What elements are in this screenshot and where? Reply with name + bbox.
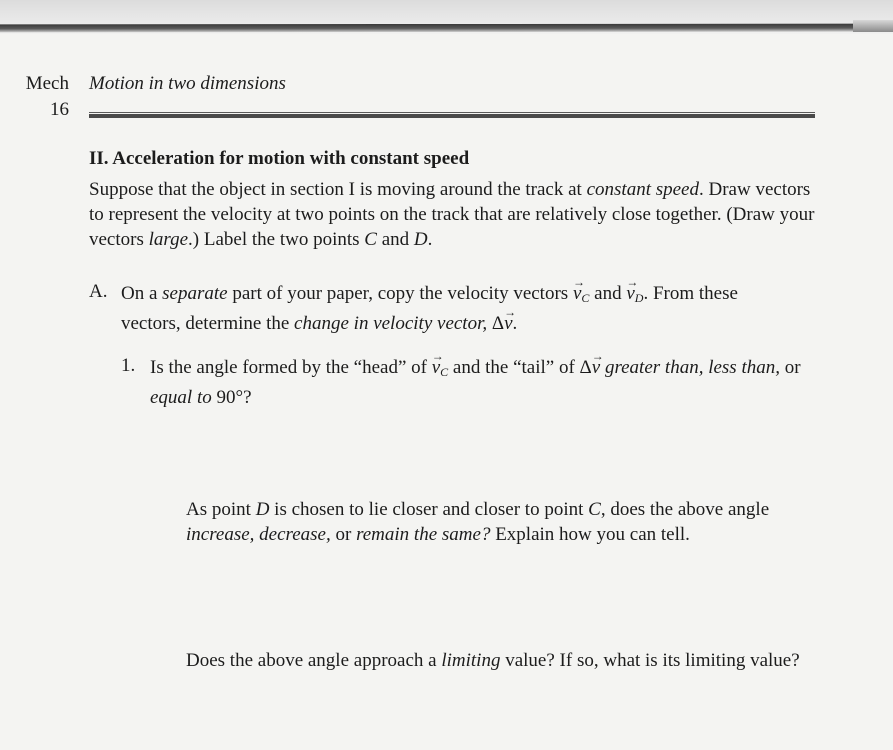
intro-paragraph: Suppose that the object in section I is moving around the track at constant speed. Draw vectors to represent the velocity at two points on the track that are relatively close together. (Draw your vectors large.) Label the two points C and D. — [89, 179, 815, 250]
course-label: Mech — [25, 73, 69, 94]
velocity-vector-d: → v — [626, 281, 634, 306]
delta-velocity-vector: → v — [504, 311, 512, 336]
page-number: 16 — [50, 99, 69, 120]
header-rule — [89, 112, 815, 118]
part-a-label: A. — [89, 281, 108, 302]
section-heading: II. Acceleration for motion with constant speed — [89, 148, 470, 169]
question-2-text: As point D is chosen to lie closer and closer to point C, does the above angle increase, decrease, or remain the same? Explain how you can tell. — [186, 499, 770, 545]
scan-edge-line — [0, 24, 893, 33]
scan-edge-corner — [853, 20, 893, 32]
question-1-label: 1. — [121, 355, 136, 376]
velocity-vector-c: → v — [432, 355, 440, 380]
velocity-vector-c: → v — [573, 281, 581, 306]
delta-velocity-vector: → v — [592, 355, 600, 380]
chapter-title: Motion in two dimensions — [89, 73, 286, 94]
part-a-paragraph: On a separate part of your paper, copy the velocity vectors → $v_C$ and → $v_D$. From these vectors, determine the change in velocity vector, Δ→ v. — [121, 281, 801, 336]
question-3-text: Does the above angle approach a limiting value? If so, what is its limiting value? — [186, 650, 800, 671]
question-1-text: Is the angle formed by the “head” of → $v_C$ and the “tail” of Δ→ v greater than, less than, or equal to 90°? — [150, 355, 810, 410]
